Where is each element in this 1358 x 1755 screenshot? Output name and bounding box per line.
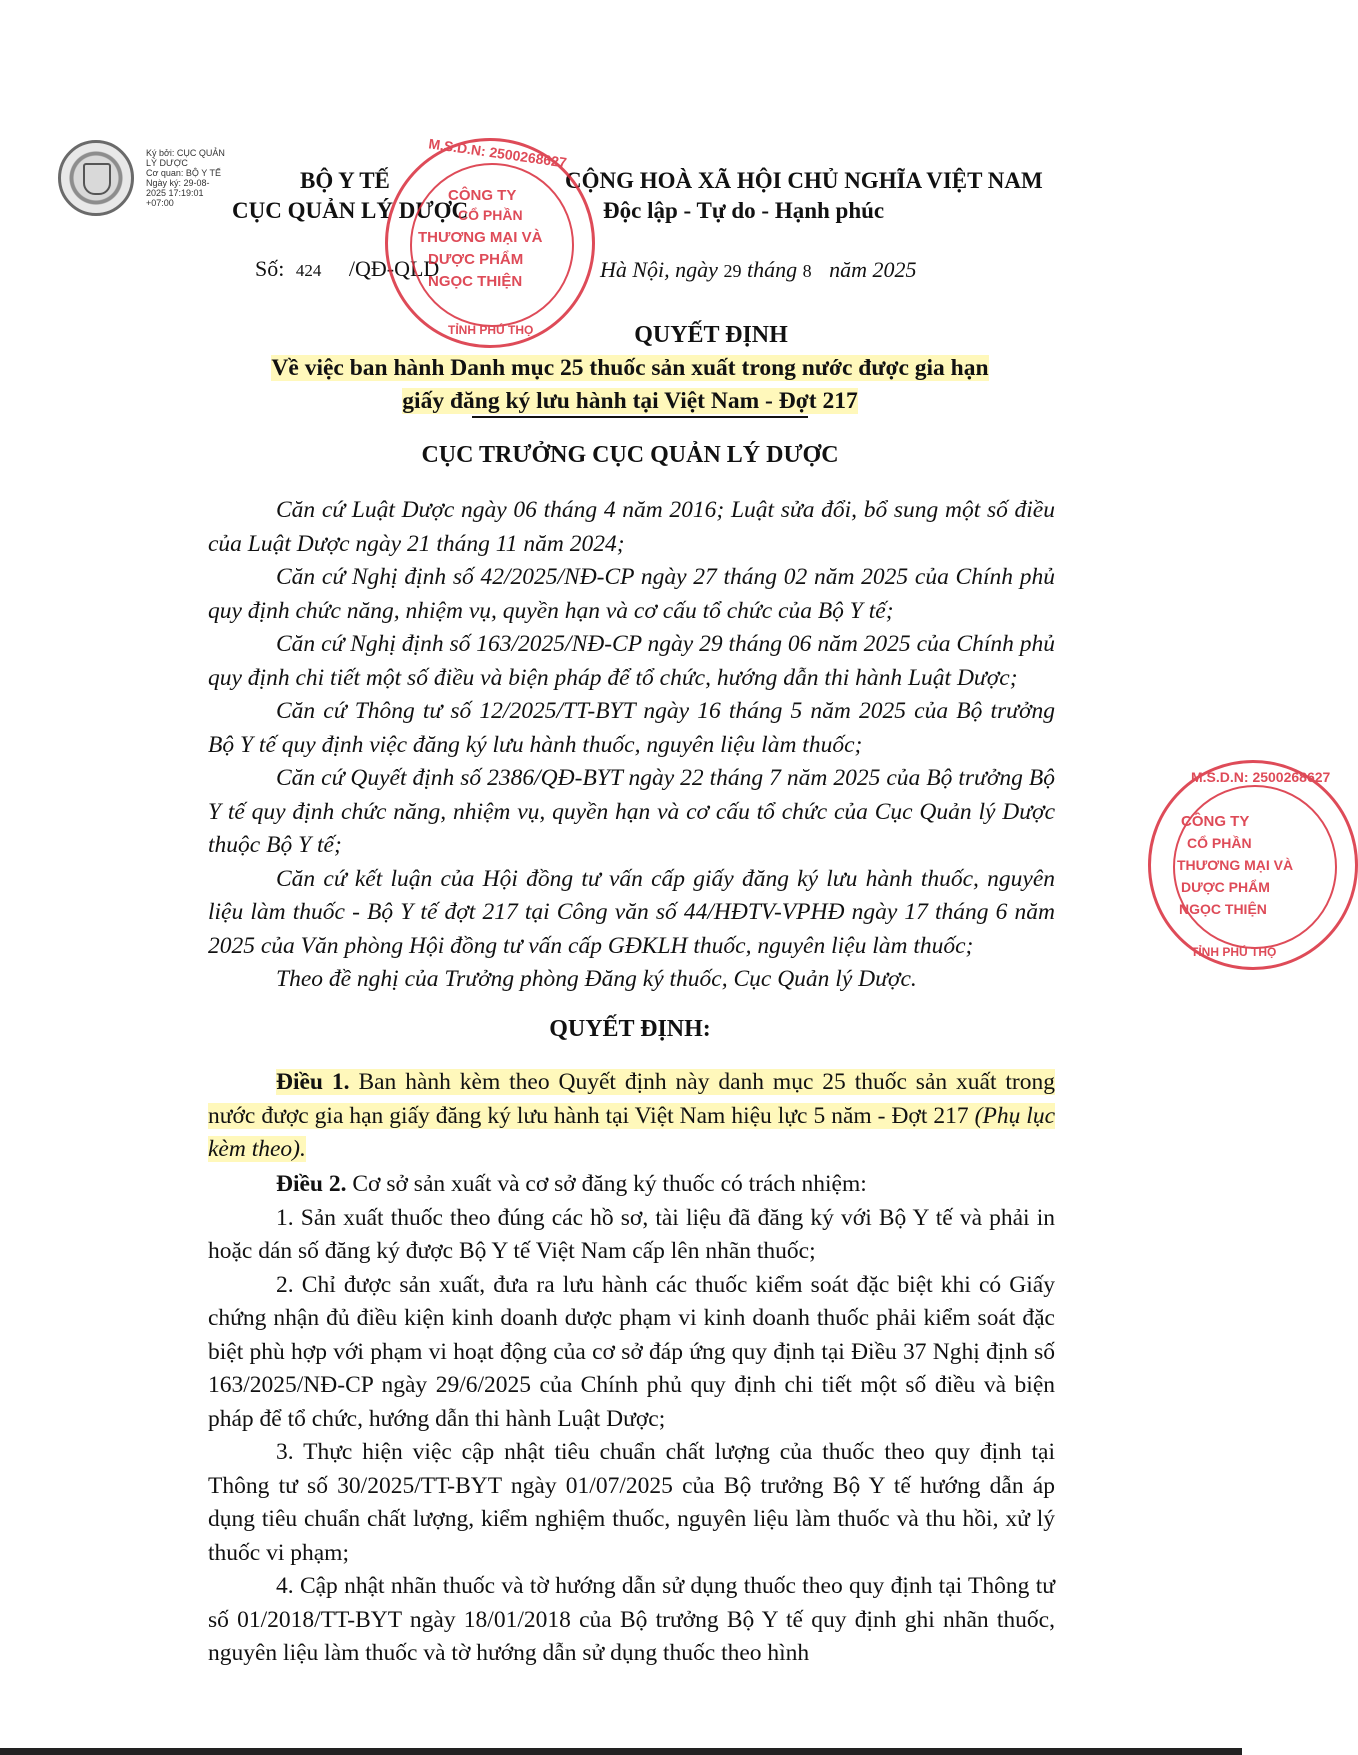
- legal-basis-item: Căn cứ Nghị định số 42/2025/NĐ-CP ngày 27 tháng 02 năm 2025 của Chính phủ quy định chức năng, nhiệm vụ, quyền hạn và cơ cấu tổ chức của Bộ Y tế;: [208, 564, 1055, 624]
- signature-line: Cơ quan: BỘ Y TẾ: [146, 168, 221, 178]
- article-1-appendix: (Phụ lục kèm theo).: [208, 1102, 1056, 1162]
- article-1: [208, 1066, 1055, 1167]
- stamp-line: NGỌC THIỆN: [428, 273, 523, 290]
- stamp-line: THƯƠNG MẠI VÀ: [418, 229, 543, 246]
- date-year-word: năm: [829, 257, 867, 282]
- stamp-line: CỔ PHẦN: [1187, 835, 1252, 851]
- signature-line: LÝ DƯỢC: [146, 158, 188, 168]
- stamp-province: TỈNH PHÚ THỌ: [1191, 945, 1277, 959]
- decision-heading: QUYẾT ĐỊNH:: [549, 1016, 711, 1042]
- article-2: [208, 1168, 1055, 1671]
- number-suffix: /QĐ-QLD: [348, 256, 440, 281]
- signature-line: Ngày ký: 29-08-: [146, 178, 210, 188]
- number-prefix: Số:: [255, 256, 285, 281]
- stamp-line: CÔNG TY: [1181, 813, 1250, 830]
- national-motto: Độc lập - Tự do - Hạnh phúc: [603, 198, 885, 223]
- article-2-item: 2. Chỉ được sản xuất, đưa ra lưu hành các thuốc kiểm soát đặc biệt khi có Giấy chứng nhận đủ điều kiện kinh doanh dược phạm vi kinh doanh thuốc phải kiểm soát đặc biệt phù hợp với phạm vi hoạt động của cơ sở đáp ứng quy định tại Điều 37 Nghị định số 163/2025/NĐ-CP ngày 29/6/2025 của Chính phủ quy định chi tiết một số điều và biện pháp để tổ chức, hướng dẫn thi hành Luật Dược;: [208, 1271, 1055, 1432]
- scan-edge: [0, 1748, 1242, 1755]
- number-value: 424: [295, 261, 322, 280]
- title-underline: [472, 416, 808, 418]
- date-month: 8: [802, 261, 812, 281]
- legal-basis-item: Căn cứ Luật Dược ngày 06 tháng 4 năm 2016; Luật sửa đổi, bổ sung một số điều của Luật Dược ngày 21 tháng 11 năm 2024;: [208, 497, 1055, 557]
- article-2-item: 1. Sản xuất thuốc theo đúng các hồ sơ, tài liệu đã đăng ký với Bộ Y tế và phải in hoặc dán số đăng ký được Bộ Y tế Việt Nam cấp lên nhãn thuốc;: [208, 1204, 1055, 1264]
- signature-line: +07:00: [146, 198, 174, 208]
- signature-line: Ký bởi: CỤC QUẢN: [146, 148, 225, 158]
- article-1-text: Ban hành kèm theo Quyết định này danh mục 25 thuốc sản xuất trong nước được gia hạn giấy đăng ký lưu hành tại Việt Nam hiệu lực 5 năm - Đợt 217: [208, 1069, 1055, 1129]
- date-month-word: tháng: [746, 257, 798, 282]
- title-line-1-text: Về việc ban hành Danh mục 25 thuốc sản xuất trong nước được gia hạn: [271, 355, 989, 381]
- legal-basis-item: Căn cứ kết luận của Hội đồng tư vấn cấp giấy đăng ký lưu hành thuốc, nguyên liệu làm thuốc - Bộ Y tế đợt 217 tại Công văn số 44/HĐTV-VPHĐ ngày 17 tháng 6 năm 2025 của Văn phòng Hội đồng tư vấn cấp GĐKLH thuốc, nguyên liệu làm thuốc;: [208, 865, 1055, 959]
- digital-signature-seal-icon: [58, 140, 134, 216]
- stamp-line: NGỌC THIỆN: [1179, 901, 1267, 917]
- preamble: [208, 494, 1055, 997]
- date-day: 29: [723, 261, 742, 281]
- article-1-label: Điều 1.: [276, 1069, 350, 1095]
- stamp-number: M.S.D.N: 2500268627: [1191, 769, 1331, 785]
- stamp-line: CÔNG TY: [448, 187, 517, 204]
- company-stamp-cropped: [1148, 760, 1331, 980]
- place-and-date: [600, 257, 916, 283]
- department-name: CỤC QUẢN LÝ DƯỢC: [232, 198, 469, 223]
- document-title: QUYẾT ĐỊNH: [634, 322, 788, 348]
- stamp-province: TỈNH PHÚ THỌ: [448, 323, 534, 337]
- article-2-intro: [208, 1168, 1055, 1202]
- signature-line: 2025 17:19:01: [146, 188, 204, 198]
- legal-basis-item: Theo đề nghị của Trưởng phòng Đăng ký thuốc, Cục Quản lý Dược.: [276, 966, 917, 992]
- title-line-2-text: giấy đăng ký lưu hành tại Việt Nam - Đợt 217: [402, 388, 858, 414]
- date-year: 2025: [872, 257, 917, 282]
- company-stamp: [385, 135, 595, 348]
- date-prefix: Hà Nội, ngày: [600, 257, 718, 282]
- article-2-text: Cơ sở sản xuất và cơ sở đăng ký thuốc có trách nhiệm:: [352, 1171, 867, 1197]
- title-line-2: [200, 388, 1060, 415]
- stamp-line: DƯỢC PHẨM: [1181, 879, 1270, 895]
- title-line-1: [200, 355, 1060, 382]
- stamp-line: DƯỢC PHẨM: [428, 251, 524, 268]
- stamp-number: M.S.D.N: 2500268627: [427, 135, 568, 171]
- stamp-line: CỔ PHẦN: [458, 207, 523, 223]
- legal-basis-item: Căn cứ Nghị định số 163/2025/NĐ-CP ngày 29 tháng 06 năm 2025 của Chính phủ quy định chi tiết một số điều và biện pháp để tổ chức, hướng dẫn thi hành Luật Dược;: [208, 631, 1055, 691]
- article-2-item: 4. Cập nhật nhãn thuốc và tờ hướng dẫn sử dụng thuốc theo quy định tại Thông tư số 01/2018/TT-BYT ngày 18/01/2018 của Bộ trưởng Bộ Y tế quy định ghi nhãn thuốc, nguyên liệu làm thuốc và tờ hướng dẫn sử dụng thuốc theo hình: [208, 1573, 1055, 1666]
- ministry-name: BỘ Y TẾ: [300, 168, 390, 193]
- country-name: CỘNG HOÀ XÃ HỘI CHỦ NGHĨA VIỆT NAM: [565, 168, 1043, 193]
- legal-basis-item: Căn cứ Thông tư số 12/2025/TT-BYT ngày 16 tháng 5 năm 2025 của Bộ trưởng Bộ Y tế quy định việc đăng ký lưu hành thuốc, nguyên liệu làm thuốc;: [208, 698, 1055, 758]
- issuing-authority: CỤC TRƯỞNG CỤC QUẢN LÝ DƯỢC: [421, 442, 839, 468]
- stamp-line: THƯƠNG MẠI VÀ: [1177, 857, 1294, 873]
- article-2-label: Điều 2.: [276, 1171, 347, 1197]
- legal-basis-item: Căn cứ Quyết định số 2386/QĐ-BYT ngày 22 tháng 7 năm 2025 của Bộ trưởng Bộ Y tế quy định chức năng, nhiệm vụ, quyền hạn và cơ cấu tổ chức của Cục Quản lý Dược thuộc Bộ Y tế;: [208, 765, 1055, 858]
- article-2-item: 3. Thực hiện việc cập nhật tiêu chuẩn chất lượng của thuốc theo quy định tại Thông tư số 30/2025/TT-BYT ngày 01/07/2025 của Bộ trưởng Bộ Y tế hướng dẫn áp dụng tiêu chuẩn chất lượng, kiểm nghiệm thuốc, nguyên liệu làm thuốc và thu hồi, xử lý thuốc vi phạm;: [208, 1439, 1055, 1566]
